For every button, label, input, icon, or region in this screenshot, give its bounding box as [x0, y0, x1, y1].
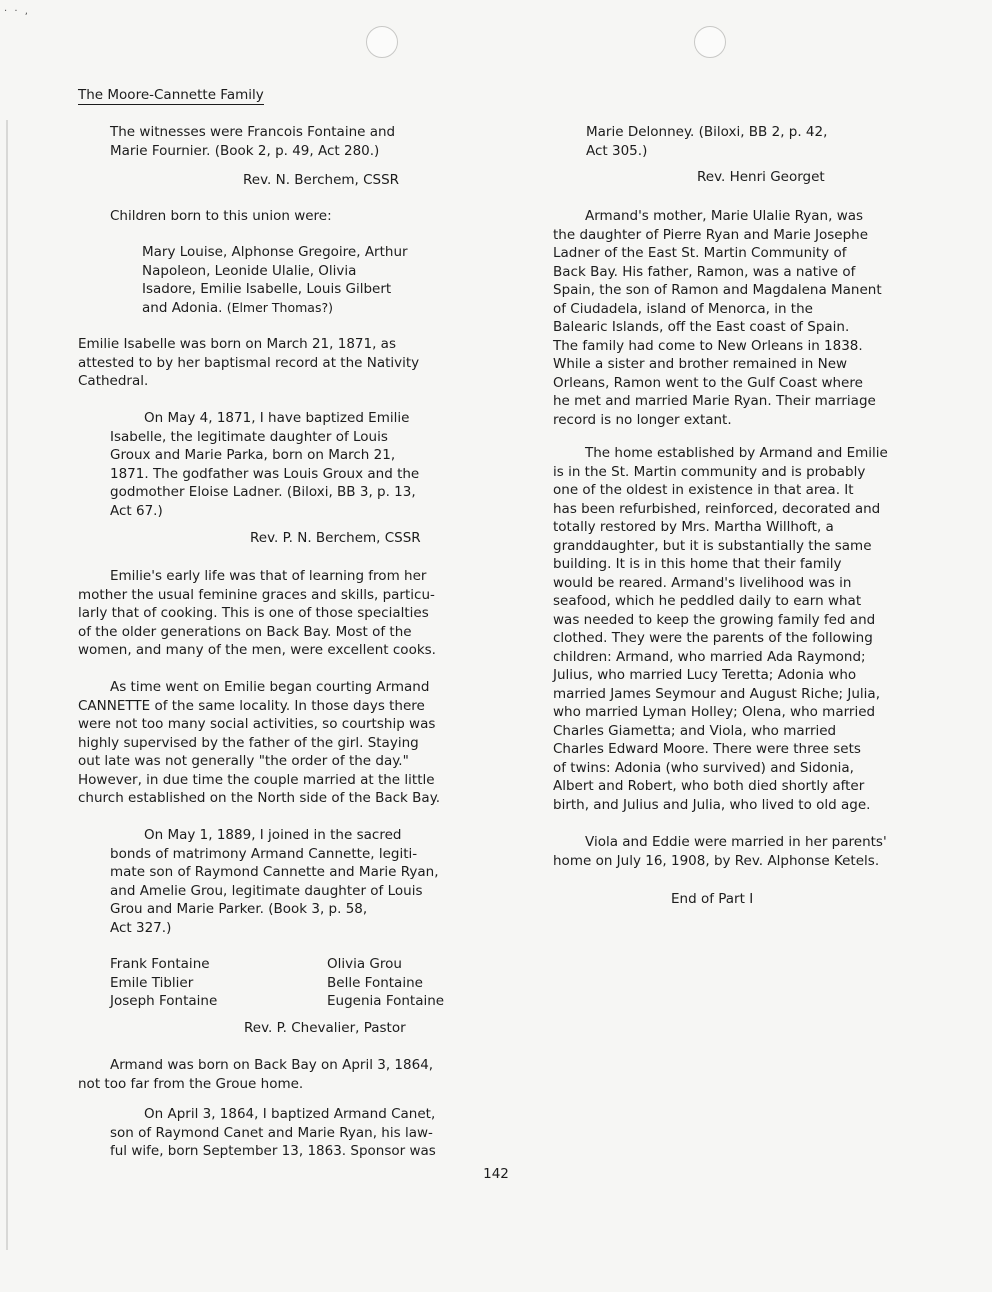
text-line: Emilie Isabelle was born on March 21, 1871, as	[78, 336, 396, 352]
children-list	[142, 243, 462, 317]
text-line: married James Seymour and August Riche; Julia,	[553, 685, 880, 702]
text-line: totally restored by Mrs. Martha Willhoft, a	[553, 519, 834, 535]
armand-born-paragraph	[78, 1056, 478, 1093]
text-line: 1871. The godfather was Louis Groux and the	[110, 465, 420, 482]
text-line: On May 1, 1889, I joined in the sacred	[144, 827, 402, 843]
text-line: Mary Louise, Alphonse Gregoire, Arthur	[142, 244, 408, 260]
text-line: Armand's mother, Marie Ulalie Ryan, was	[585, 208, 864, 224]
punch-hole-left	[366, 26, 398, 58]
text-line: Act 305.)	[586, 142, 648, 159]
early-life-paragraph	[78, 567, 478, 660]
scan-marks: · · ,	[4, 6, 30, 17]
text-line: of twins: Adonia (who survived) and Sidonia,	[553, 759, 854, 776]
text-line: out late was not generally "the order of the day."	[78, 753, 409, 769]
text-line: Viola and Eddie were married in her parents'	[585, 834, 887, 850]
text-line: of Ciudadela, island of Menorca, in the	[553, 300, 813, 317]
text-line: building. It is in this home that their family	[553, 556, 842, 572]
witness-name: Frank Fontaine	[110, 956, 210, 972]
text-line: Grou and Marie Parker. (Book 3, p. 58,	[110, 901, 368, 917]
text-line: were not too many social activities, so courtship was	[78, 716, 436, 732]
text-line: record is no longer extant.	[553, 411, 732, 428]
text-line: While a sister and brother remained in New	[553, 356, 848, 372]
witness-paragraph	[110, 123, 470, 160]
baptism-continuation	[586, 123, 926, 160]
text-line: Isabelle, the legitimate daughter of Louis	[110, 428, 388, 445]
text-line: church established on the North side of the Back Bay.	[78, 790, 441, 806]
text-line: Marie Delonney. (Biloxi, BB 2, p. 42,	[586, 124, 828, 140]
text-line: birth, and Julius and Julia, who lived to old age.	[553, 796, 871, 813]
text-line: Marie Fournier. (Book 2, p. 49, Act 280.)	[110, 142, 380, 159]
binding-edge	[6, 120, 8, 1250]
courting-paragraph	[78, 678, 478, 808]
signature-georget: Rev. Henri Georget	[697, 169, 825, 185]
text-line: Groux and Marie Parka, born on March 21,	[110, 447, 396, 463]
text-line: bonds of matrimony Armand Cannette, legiti-	[110, 845, 418, 862]
text-line: On May 4, 1871, I have baptized Emilie	[144, 410, 410, 426]
witness-list-right	[327, 955, 487, 1011]
text-line: attested to by her baptismal record at the Nativity	[78, 354, 420, 371]
text-line: and Adonia. (Elmer Thomas?)	[142, 299, 333, 316]
signature-berchem: Rev. N. Berchem, CSSR	[243, 172, 400, 188]
text-line: of the older generations on Back Bay. Most of the	[78, 623, 412, 640]
signature-p-n-berchem: Rev. P. N. Berchem, CSSR	[250, 530, 421, 546]
end-of-part: End of Part I	[671, 891, 754, 907]
text-line: son of Raymond Canet and Marie Ryan, his law-	[110, 1124, 433, 1141]
witness-name: Emile Tiblier	[110, 974, 194, 991]
text-line: Napoleon, Leonide Ulalie, Olivia	[142, 262, 357, 279]
text-line: Orleans, Ramon went to the Gulf Coast where	[553, 374, 863, 391]
witness-name: Joseph Fontaine	[110, 993, 218, 1009]
text-line: who married Lyman Holley; Olena, who married	[553, 704, 876, 720]
text-line: On April 3, 1864, I baptized Armand Canet,	[144, 1106, 436, 1122]
text-line: not too far from the Groue home.	[78, 1075, 304, 1092]
text-line: seafood, which he peddled daily to earn what	[553, 593, 862, 609]
text-line: was needed to keep the growing family fed and	[553, 611, 876, 628]
text-line: Emilie's early life was that of learning from her	[110, 568, 427, 584]
text-line: godmother Eloise Ladner. (Biloxi, BB 3, p. 13,	[110, 484, 416, 500]
text-line: Ladner of the East St. Martin Community of	[553, 245, 847, 261]
handwritten-note: (Elmer Thomas?)	[226, 299, 333, 315]
witness-name: Belle Fontaine	[327, 974, 423, 991]
text-line: Armand was born on Back Bay on April 3, 1864,	[110, 1057, 434, 1073]
text-line: Act 67.)	[110, 502, 163, 519]
signature-chevalier: Rev. P. Chevalier, Pastor	[244, 1020, 406, 1036]
text-line: he met and married Marie Ryan. Their marriage	[553, 393, 876, 409]
text-line: Albert and Robert, who both died shortly after	[553, 778, 865, 794]
text-line: the daughter of Pierre Ryan and Marie Josephe	[553, 226, 869, 243]
page-number: 142	[483, 1166, 509, 1182]
text-line: home on July 16, 1908, by Rev. Alphonse Ketels.	[553, 852, 880, 869]
text-line: children: Armand, who married Ada Raymond;	[553, 648, 866, 665]
text-line: mother the usual feminine graces and skills, particu-	[78, 586, 435, 603]
text-line: Cathedral.	[78, 373, 149, 389]
text-line: is in the St. Martin community and is probably	[553, 463, 866, 480]
text-line: Charles Giametta; and Viola, who married	[553, 722, 837, 739]
text-line: Charles Edward Moore. There were three sets	[553, 741, 861, 757]
text-line: clothed. They were the parents of the following	[553, 630, 873, 646]
text-line: Spain, the son of Ramon and Magdalena Manent	[553, 282, 882, 298]
text-line: ful wife, born September 13, 1863. Sponsor was	[110, 1143, 436, 1159]
viola-paragraph	[553, 833, 963, 870]
text-line: one of the oldest in existence in that area. It	[553, 482, 854, 498]
text-line: would be reared. Armand's livelihood was in	[553, 574, 852, 591]
witness-name: Olivia Grou	[327, 956, 402, 972]
mother-paragraph	[553, 207, 953, 429]
text-line: CANNETTE of the same locality. In those days there	[78, 697, 425, 714]
text-line: has been refurbished, reinforced, decorated and	[553, 500, 881, 517]
text-line: As time went on Emilie began courting Armand	[110, 679, 430, 695]
text-line: and Amelie Grou, legitimate daughter of Louis	[110, 882, 423, 899]
text-line: Balearic Islands, off the East coast of Spain.	[553, 319, 850, 335]
text-line: The family had come to New Orleans in 1838.	[553, 337, 863, 354]
text-line: The witnesses were Francois Fontaine and	[110, 124, 396, 140]
baptism-record	[110, 409, 470, 520]
page-header: The Moore-Cannette Family	[78, 87, 264, 103]
emilie-born-paragraph	[78, 335, 478, 391]
text-line: women, and many of the men, were excellent cooks.	[78, 642, 436, 658]
text-line: mate son of Raymond Cannette and Marie Ryan,	[110, 864, 439, 880]
text-line: granddaughter, but it is substantially the same	[553, 537, 872, 554]
text-line: Julius, who married Lucy Teretta; Adonia who	[553, 667, 857, 683]
home-paragraph	[553, 444, 963, 814]
witness-list-left	[110, 955, 290, 1011]
text-line: Back Bay. His father, Ramon, was a native of	[553, 263, 856, 280]
marriage-record	[110, 826, 470, 937]
text-line: Isadore, Emilie Isabelle, Louis Gilbert	[142, 281, 392, 297]
children-intro: Children born to this union were:	[110, 208, 332, 224]
text-line: highly supervised by the father of the girl. Staying	[78, 734, 419, 751]
witness-name: Eugenia Fontaine	[327, 993, 445, 1009]
punch-hole-right	[694, 26, 726, 58]
text-line: The home established by Armand and Emilie	[585, 445, 888, 461]
armand-baptism-record	[110, 1105, 480, 1161]
text-line: However, in due time the couple married at the little	[78, 771, 435, 788]
text-line: Act 327.)	[110, 919, 172, 936]
text-line: larly that of cooking. This is one of those specialties	[78, 605, 429, 621]
